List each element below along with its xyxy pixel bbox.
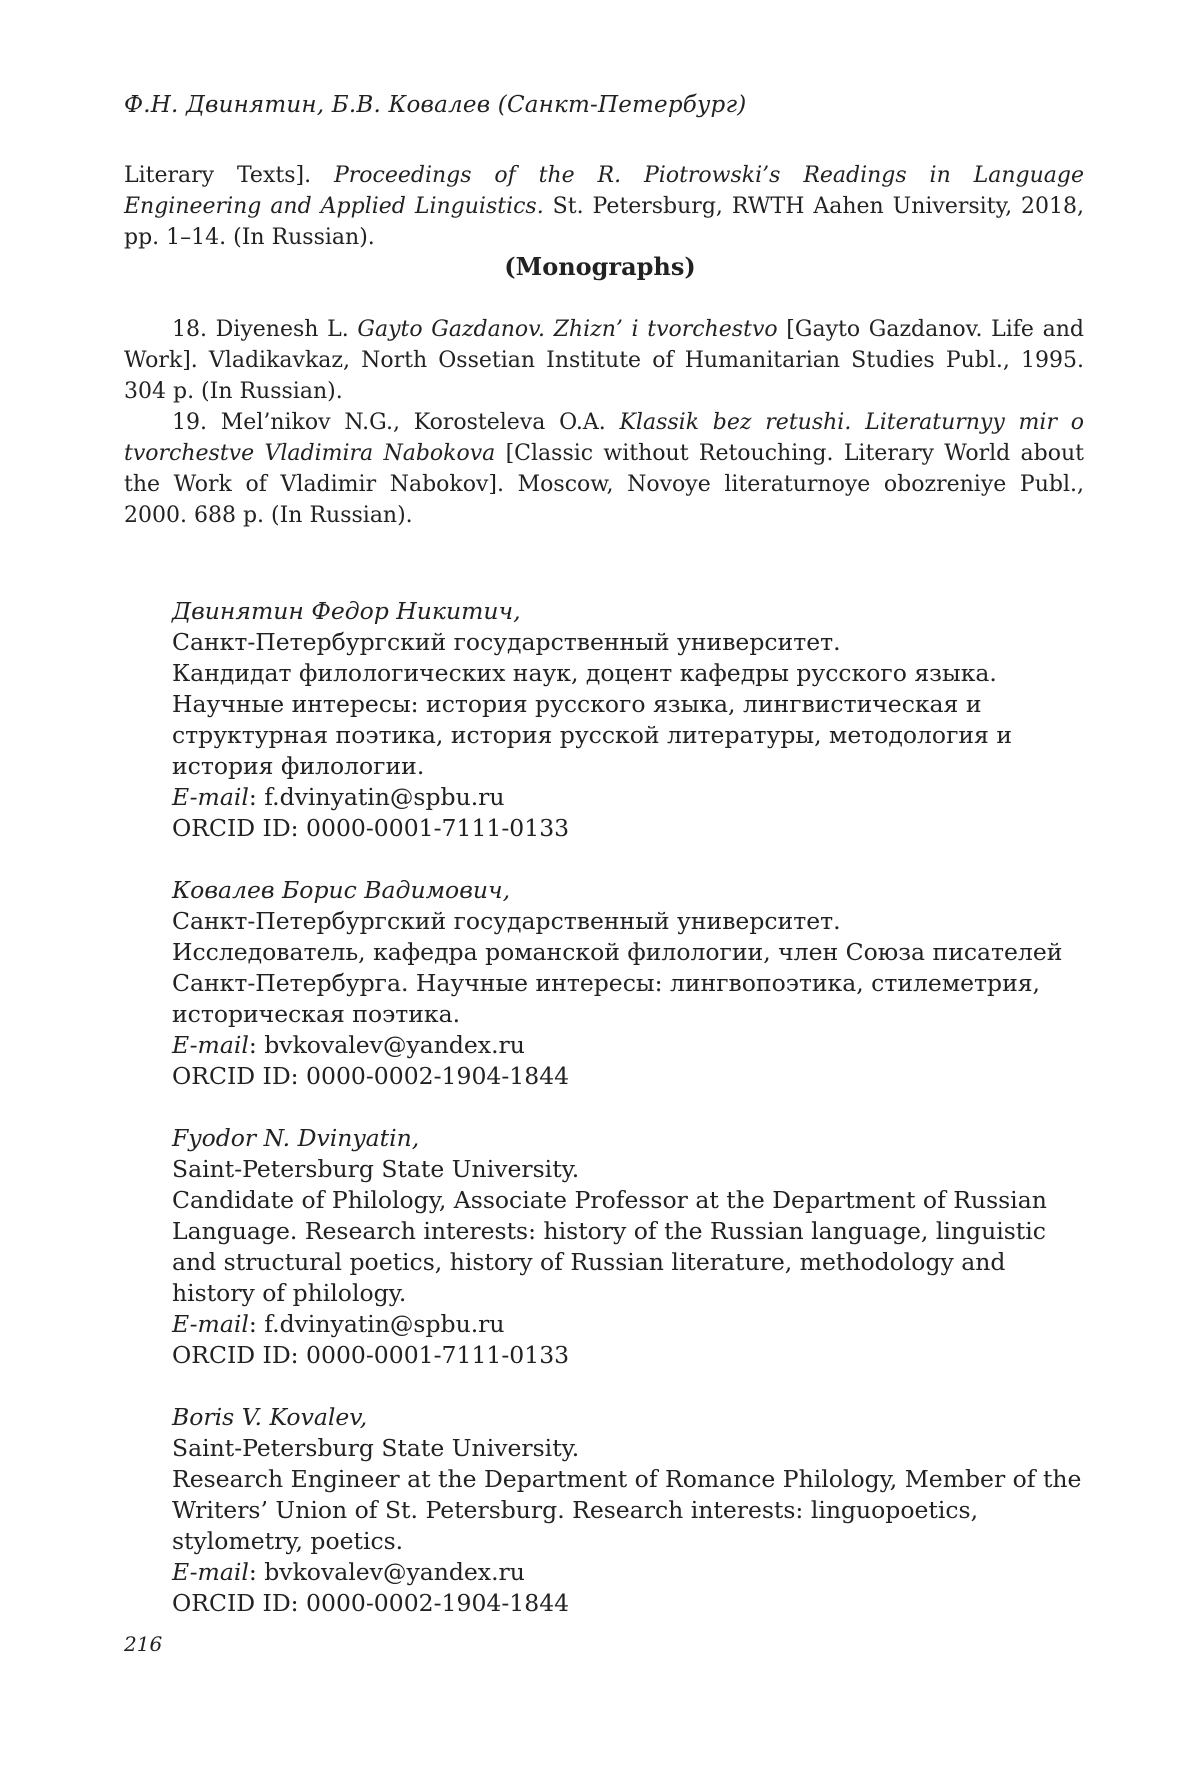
author-description: Исследователь, кафедра романской филологии, член Союза писателей Санкт-Петербурга. Научные интересы: лингвопоэтика, стилеметрия, историческая поэтика. xyxy=(172,938,1063,1028)
email-label: E-mail xyxy=(172,1558,249,1586)
reference-italic-title: Proceedings of the R. Piotrowski’s Readings in Language Engineering and Applied Linguistics. xyxy=(124,163,1085,219)
author-orcid: ORCID ID: 0000-0002-1904-1844 xyxy=(172,1589,570,1617)
author-affiliation: Санкт-Петербургский государственный университет. xyxy=(172,628,841,656)
author-block xyxy=(172,875,1082,1092)
author-block xyxy=(172,596,1082,844)
author-block xyxy=(172,1402,1082,1619)
author-email xyxy=(172,1309,1082,1340)
reference-details: [Classic without Retouching. Literary World about the Work of Vladimir Nabokov]. Moscow, Novoye literaturnoye obozreniye Publ., 2000. 688 p. (In Russian). xyxy=(124,441,1084,528)
author-description: Candidate of Philology, Associate Professor at the Department of Russian Language. Research interests: history of the Russian language, linguistic and structural poetics, history of Russian literature, methodology and history of philology. xyxy=(172,1186,1047,1307)
author-affiliation: Saint-Petersburg State University. xyxy=(172,1155,580,1183)
reference-continuation xyxy=(124,160,1084,253)
reference-item xyxy=(124,407,1084,531)
author-orcid: ORCID ID: 0000-0001-7111-0133 xyxy=(172,1341,570,1369)
email-address: : f.dvinyatin@spbu.ru xyxy=(248,1310,505,1338)
author-email xyxy=(172,1030,1082,1061)
section-title: (Monographs) xyxy=(504,252,696,281)
reference-number: 18. xyxy=(172,317,207,342)
author-description: Кандидат филологических наук, доцент кафедры русского языка. Научные интересы: история русского языка, лингвистическая и структурная поэтика, история русской литературы, методология и история филологии. xyxy=(172,659,1012,780)
author-name: Boris V. Kovalev, xyxy=(172,1403,368,1431)
author-name: Ковалев Борис Вадимович, xyxy=(172,876,511,904)
author-affiliation: Saint-Petersburg State University. xyxy=(172,1434,580,1462)
reference-list xyxy=(124,314,1084,531)
page-number: 216 xyxy=(124,1632,163,1656)
reference-authors: Mel’nikov N.G., Korosteleva O.A. xyxy=(207,410,620,435)
author-affiliation: Санкт-Петербургский государственный университет. xyxy=(172,907,841,935)
reference-item xyxy=(124,314,1084,407)
email-address: : f.dvinyatin@spbu.ru xyxy=(248,783,505,811)
author-email xyxy=(172,1557,1082,1588)
reference-italic-title: Gayto Gazdanov. Zhizn’ i tvorchestvo xyxy=(357,317,778,342)
email-label: E-mail xyxy=(172,783,249,811)
author-orcid: ORCID ID: 0000-0001-7111-0133 xyxy=(172,814,570,842)
running-header: Ф.Н. Двинятин, Б.В. Ковалев (Санкт-Петербург) xyxy=(124,92,747,118)
author-orcid: ORCID ID: 0000-0002-1904-1844 xyxy=(172,1062,570,1090)
reference-italic-title: Klassik bez retushi. Literaturnyy mir o tvorchestve Vladimira Nabokova xyxy=(124,410,1084,466)
author-block xyxy=(172,1123,1082,1371)
author-email xyxy=(172,782,1082,813)
author-name: Fyodor N. Dvinyatin, xyxy=(172,1124,420,1152)
author-description: Research Engineer at the Department of Romance Philology, Member of the Writers’ Union of St. Petersburg. Research interests: linguopoetics, stylometry, poetics. xyxy=(172,1465,1082,1555)
email-label: E-mail xyxy=(172,1310,249,1338)
author-info-section xyxy=(172,596,1082,1650)
reference-authors: Diyenesh L. xyxy=(207,317,358,342)
reference-text: St. Petersburg, RWTH Aahen University, 2018, pp. 1–14. (In Russian). xyxy=(124,194,1085,250)
email-label: E-mail xyxy=(172,1031,249,1059)
reference-text: Literary Texts]. xyxy=(124,163,334,188)
author-name: Двинятин Федор Никитич, xyxy=(172,597,521,625)
email-address: : bvkovalev@yandex.ru xyxy=(248,1031,525,1059)
email-address: : bvkovalev@yandex.ru xyxy=(248,1558,525,1586)
reference-number: 19. xyxy=(172,410,207,435)
reference-details: [Gayto Gazdanov. Life and Work]. Vladikavkaz, North Ossetian Institute of Humanitarian Studies Publ., 1995. 304 p. (In Russian). xyxy=(124,317,1084,404)
